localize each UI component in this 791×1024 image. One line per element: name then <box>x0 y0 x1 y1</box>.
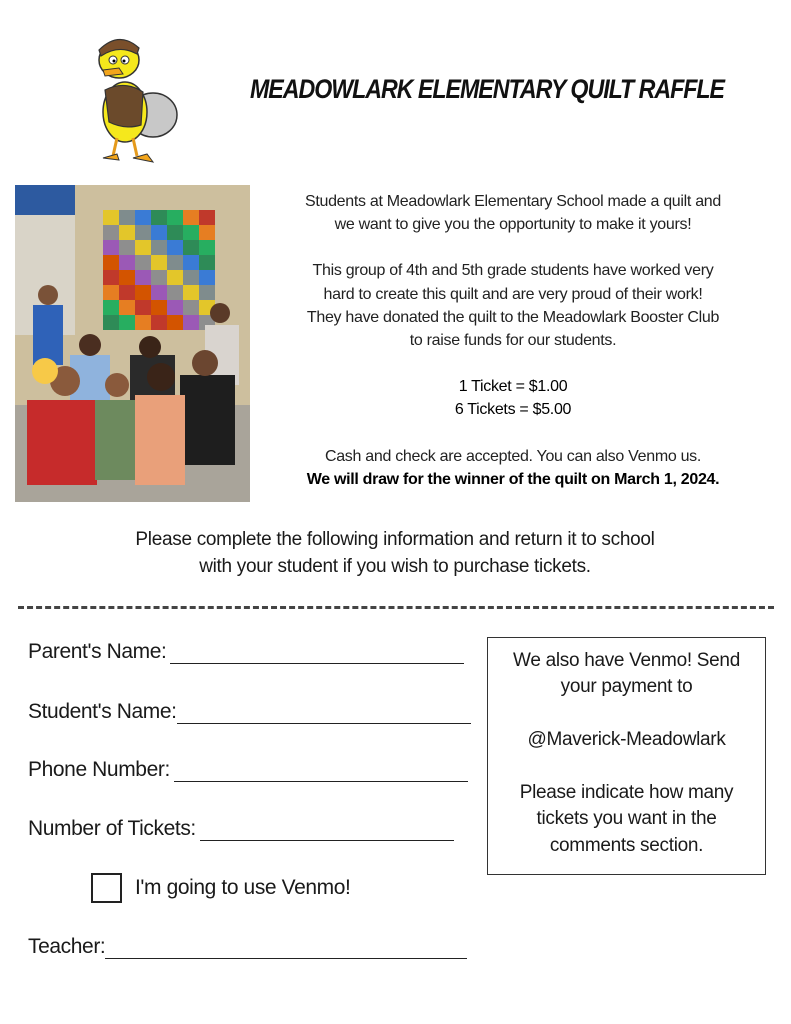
parent-name-label: Parent's Name: <box>28 640 167 663</box>
quilt-square <box>183 300 199 315</box>
quilt-square <box>151 285 167 300</box>
price-bundle: 6 Tickets = $5.00 <box>454 401 572 419</box>
quilt-square <box>183 240 199 255</box>
quilt-square <box>103 270 119 285</box>
venmo-handle: @Maverick-Meadowlark <box>527 729 726 751</box>
quilt-square <box>135 240 151 255</box>
quilt-square <box>151 315 167 330</box>
venmo-text: tickets you want in the <box>536 808 717 830</box>
venmo-text: comments section. <box>549 834 704 856</box>
student-name-input[interactable] <box>177 703 471 724</box>
quilt-square <box>183 210 199 225</box>
quilt-square <box>151 210 167 225</box>
page-title: MEADOWLARK ELEMENTARY QUILT RAFFLE <box>250 74 725 104</box>
quilt-square <box>103 225 119 240</box>
price-single: 1 Ticket = $1.00 <box>458 378 568 396</box>
meadowlark-mascot-icon <box>83 30 183 168</box>
info-text: we want to give you the opportunity to make it yours! <box>334 216 692 234</box>
info-text: to raise funds for our students. <box>409 332 617 350</box>
quilt-square <box>103 255 119 270</box>
quilt-square <box>119 225 135 240</box>
info-text: Students at Meadowlark Elementary School made a quilt and <box>304 193 722 210</box>
quilt-square <box>183 225 199 240</box>
quilt-square <box>135 255 151 270</box>
payment-text: Cash and check are accepted. You can also Venmo us. <box>324 447 702 465</box>
quilt-square <box>135 210 151 225</box>
quilt-square <box>103 240 119 255</box>
info-text: This group of 4th and 5th grade students have worked very <box>312 262 714 280</box>
quilt-square <box>151 240 167 255</box>
info-text: They have donated the quilt to the Meadowlark Booster Club <box>306 308 720 326</box>
quilt-square <box>167 210 183 225</box>
quilt-square <box>199 255 215 270</box>
quilt-square <box>167 225 183 240</box>
student-name-field[interactable] <box>28 700 471 724</box>
venmo-text: Please indicate how many <box>519 782 734 803</box>
quilt-square <box>199 210 215 225</box>
quilt-square <box>119 270 135 285</box>
quilt-square <box>167 240 183 255</box>
quilt-square <box>167 285 183 300</box>
phone-number-input[interactable] <box>174 761 468 782</box>
quilt-square <box>135 270 151 285</box>
quilt-square <box>151 300 167 315</box>
teacher-input[interactable] <box>105 938 467 959</box>
venmo-checkbox[interactable] <box>91 873 122 903</box>
quilt-square <box>167 300 183 315</box>
phone-number-field[interactable] <box>28 758 468 782</box>
instructions-line: Please complete the following information and return it to school <box>135 529 655 550</box>
quilt-square <box>135 225 151 240</box>
quilt-square <box>199 225 215 240</box>
quilt-square <box>199 240 215 255</box>
quilt-square <box>199 285 215 300</box>
quilt-square <box>103 315 119 330</box>
info-text: hard to create this quilt and are very proud of their work! <box>323 285 703 303</box>
venmo-text: your payment to <box>560 676 693 698</box>
draw-date-text: We will draw for the winner of the quilt on March 1, 2024. <box>306 470 720 488</box>
quilt-square <box>119 300 135 315</box>
quilt-square <box>119 240 135 255</box>
phone-number-label: Phone Number: <box>28 758 170 781</box>
quilt-square <box>135 300 151 315</box>
number-of-tickets-input[interactable] <box>200 820 454 841</box>
quilt-square <box>183 270 199 285</box>
students-quilt-photo <box>15 185 250 502</box>
teacher-field[interactable] <box>28 935 467 959</box>
quilt-square <box>167 255 183 270</box>
cut-line-divider <box>18 606 774 609</box>
quilt-square <box>183 315 199 330</box>
quilt-square <box>199 270 215 285</box>
instructions-line: with your student if you wish to purchase tickets. <box>199 555 591 577</box>
parent-name-input[interactable] <box>170 643 464 664</box>
venmo-text: We also have Venmo! Send <box>513 650 740 671</box>
teacher-label: Teacher: <box>28 935 106 958</box>
quilt-square <box>183 255 199 270</box>
venmo-checkbox-label: I'm going to use Venmo! <box>135 876 351 899</box>
number-of-tickets-label: Number of Tickets: <box>28 817 196 840</box>
number-of-tickets-field[interactable] <box>28 817 454 841</box>
quilt-square <box>135 285 151 300</box>
quilt-square <box>119 315 135 330</box>
quilt-square <box>167 315 183 330</box>
quilt-square <box>135 315 151 330</box>
quilt-square <box>167 270 183 285</box>
quilt-square <box>183 285 199 300</box>
quilt-square <box>103 300 119 315</box>
quilt-square <box>151 255 167 270</box>
quilt-square <box>103 210 119 225</box>
student-name-label: Student's Name: <box>28 700 177 723</box>
raffle-description <box>280 190 746 514</box>
quilt-square <box>119 255 135 270</box>
venmo-info-box <box>487 637 766 875</box>
quilt-square <box>119 285 135 300</box>
quilt-square <box>103 285 119 300</box>
instructions <box>60 527 730 580</box>
quilt-square <box>151 225 167 240</box>
quilt-square <box>151 270 167 285</box>
parent-name-field[interactable] <box>28 640 464 664</box>
quilt-square <box>119 210 135 225</box>
